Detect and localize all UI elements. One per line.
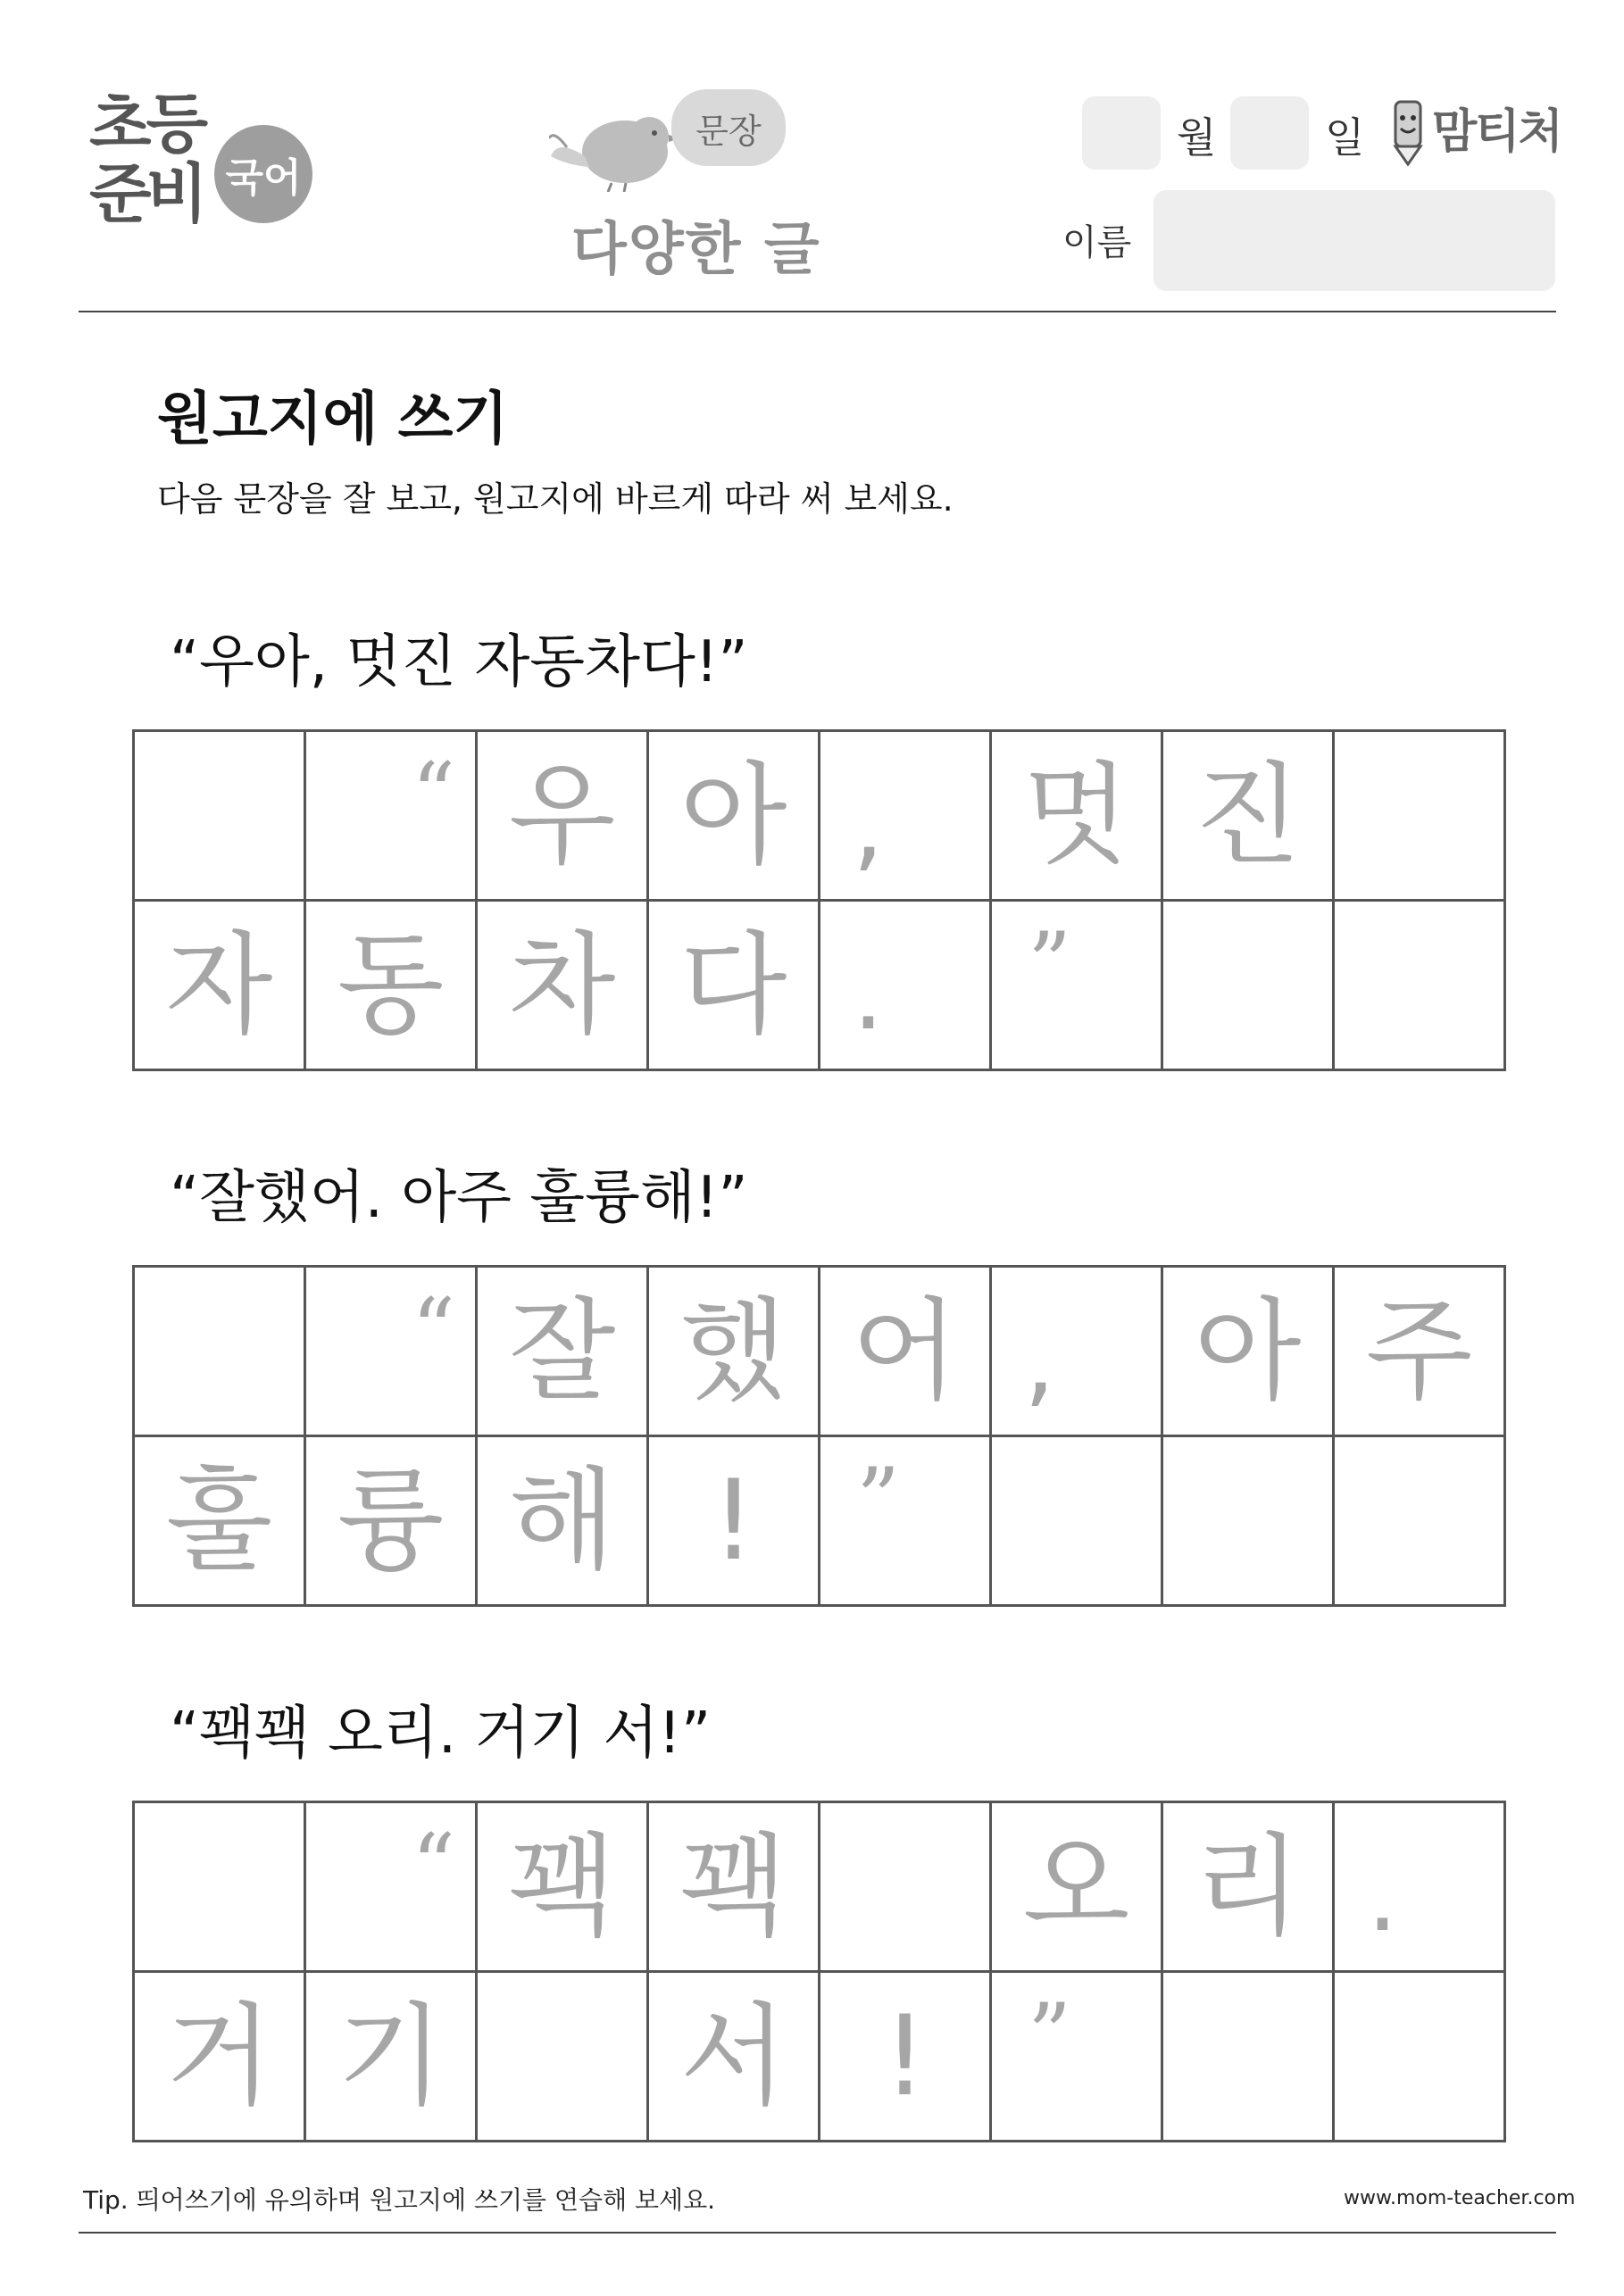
trace-char	[478, 1973, 646, 2140]
trace-char: “	[411, 1816, 455, 1916]
grid-cell[interactable]	[1163, 1268, 1335, 1437]
trace-char: 아	[679, 751, 787, 880]
grid-cell[interactable]	[820, 1268, 992, 1437]
grid-cell[interactable]	[1163, 732, 1335, 902]
trace-char: !	[882, 1992, 928, 2121]
example-sentence-1: “우아, 멋진 자동차다!”	[170, 629, 748, 695]
day-input[interactable]	[1230, 96, 1309, 170]
grid-cell[interactable]	[820, 732, 992, 902]
grid-cell[interactable]	[135, 1437, 306, 1607]
grid-cell[interactable]	[135, 1268, 306, 1437]
trace-char: ,	[1024, 1303, 1055, 1418]
grid-cell[interactable]	[306, 1437, 478, 1607]
trace-char: 서	[679, 1992, 787, 2121]
grid-cell[interactable]	[649, 1803, 820, 1973]
trace-char: 멋	[1022, 751, 1130, 880]
trace-char	[820, 1803, 989, 1970]
website-url: www.mom-teacher.com	[1344, 2187, 1576, 2209]
grid-cell[interactable]	[1335, 1268, 1506, 1437]
footer-divider	[79, 2232, 1556, 2234]
grid-cell[interactable]	[306, 902, 478, 1071]
logo-line-2: 준비	[89, 156, 204, 231]
grid-cell[interactable]	[649, 1437, 820, 1607]
grid-cell[interactable]	[649, 902, 820, 1071]
example-sentence-2: “잘했어. 아주 훌륭해!”	[170, 1165, 748, 1231]
grid-cell[interactable]	[1163, 902, 1335, 1071]
grid-cell[interactable]	[992, 1803, 1163, 1973]
trace-char: 주	[1365, 1286, 1473, 1416]
logo-line-1: 초등	[89, 87, 204, 162]
grid-cell[interactable]	[992, 1973, 1163, 2142]
example-sentence-3: “꽥꽥 오리. 거기 서!”	[170, 1701, 712, 1767]
trace-char: 리	[1194, 1822, 1302, 1951]
grid-cell[interactable]	[649, 1268, 820, 1437]
trace-char	[135, 732, 304, 899]
manuscript-grid-2[interactable]	[132, 1265, 1506, 1607]
trace-char: 륭	[337, 1456, 445, 1585]
trace-char: “	[411, 745, 455, 844]
trace-char	[135, 1803, 304, 1970]
grid-cell[interactable]	[992, 1268, 1163, 1437]
day-label: 일	[1325, 113, 1365, 162]
trace-char	[1163, 1437, 1332, 1604]
grid-cell[interactable]	[306, 1268, 478, 1437]
grid-cell[interactable]	[135, 902, 306, 1071]
trace-char: 아	[1194, 1286, 1302, 1416]
trace-char	[1163, 1973, 1332, 2140]
trace-char	[1335, 1437, 1503, 1604]
grid-cell[interactable]	[820, 1437, 992, 1607]
grid-cell[interactable]	[1335, 1973, 1506, 2142]
tip-text: Tip. 띄어쓰기에 유의하며 원고지에 쓰기를 연습해 보세요.	[83, 2185, 716, 2215]
grid-cell[interactable]	[992, 1437, 1163, 1607]
grid-cell[interactable]	[1335, 1437, 1506, 1607]
trace-char: 잘	[508, 1286, 616, 1416]
trace-char: 훌	[165, 1456, 273, 1585]
brand-name: 맘티처	[1432, 105, 1562, 159]
trace-char: 우	[508, 751, 616, 880]
category-badge: 문장	[671, 89, 786, 166]
trace-char: 오	[1022, 1822, 1130, 1951]
grid-cell[interactable]	[1163, 1437, 1335, 1607]
pencil-mascot-icon	[1388, 96, 1428, 166]
grid-cell[interactable]	[478, 1437, 649, 1607]
trace-char: 다	[679, 920, 787, 1050]
trace-char: 어	[851, 1286, 959, 1416]
grid-cell[interactable]	[478, 732, 649, 902]
grid-cell[interactable]	[478, 1268, 649, 1437]
grid-cell[interactable]	[478, 1973, 649, 2142]
grid-cell[interactable]	[478, 1803, 649, 1973]
grid-cell[interactable]	[1335, 732, 1506, 902]
grid-cell[interactable]	[649, 1973, 820, 2142]
trace-char: ”	[1028, 1985, 1072, 2085]
trace-char: 진	[1194, 751, 1302, 880]
grid-cell[interactable]	[135, 732, 306, 902]
subject-badge: 국어	[214, 125, 312, 223]
trace-char: 차	[508, 920, 616, 1050]
trace-char: .	[1367, 1839, 1398, 1953]
grid-cell[interactable]	[1163, 1803, 1335, 1973]
trace-char: 자	[165, 920, 273, 1050]
trace-char: ,	[853, 768, 884, 882]
grid-cell[interactable]	[820, 1973, 992, 2142]
grid-cell[interactable]	[135, 1803, 306, 1973]
trace-char: “	[411, 1280, 455, 1380]
header-divider	[79, 311, 1556, 312]
grid-cell[interactable]	[306, 1973, 478, 2142]
grid-cell[interactable]	[1335, 902, 1506, 1071]
trace-char: ”	[1028, 914, 1072, 1014]
trace-char: 꽥	[679, 1822, 787, 1951]
grid-cell[interactable]	[992, 902, 1163, 1071]
name-label: 이름	[1062, 222, 1132, 263]
page-title: 원고지에 쓰기	[157, 387, 509, 453]
grid-cell[interactable]	[992, 732, 1163, 902]
manuscript-grid-1[interactable]	[132, 729, 1506, 1071]
month-label: 월	[1177, 113, 1217, 162]
worksheet-subtitle: 다양한 글	[571, 217, 821, 283]
month-input[interactable]	[1082, 96, 1161, 170]
grid-cell[interactable]	[478, 902, 649, 1071]
grid-cell[interactable]	[820, 1803, 992, 1973]
trace-char	[1335, 902, 1503, 1069]
trace-char: .	[853, 937, 884, 1052]
grid-cell[interactable]	[306, 1803, 478, 1973]
bird-icon	[549, 103, 683, 192]
grid-cell[interactable]	[820, 902, 992, 1071]
trace-char: 꽥	[508, 1822, 616, 1951]
grid-cell[interactable]	[1163, 1973, 1335, 2142]
grid-cell[interactable]	[649, 732, 820, 902]
manuscript-grid-3[interactable]	[132, 1801, 1506, 2142]
trace-char: 했	[679, 1286, 787, 1416]
trace-char	[1163, 902, 1332, 1069]
trace-char	[135, 1268, 304, 1435]
trace-char: ”	[856, 1450, 901, 1550]
trace-char: 기	[337, 1992, 445, 2121]
trace-char	[1335, 732, 1503, 899]
trace-char	[992, 1437, 1161, 1604]
trace-char: 동	[337, 920, 445, 1050]
grid-cell[interactable]	[1335, 1803, 1506, 1973]
trace-char: 거	[165, 1992, 273, 2121]
trace-char	[1335, 1973, 1503, 2140]
grid-cell[interactable]	[306, 732, 478, 902]
trace-char: !	[711, 1456, 756, 1585]
trace-char: 해	[508, 1456, 616, 1585]
instruction: 다음 문장을 잘 보고, 원고지에 바르게 따라 써 보세요.	[157, 479, 954, 519]
name-input[interactable]	[1153, 190, 1555, 291]
grid-cell[interactable]	[135, 1973, 306, 2142]
